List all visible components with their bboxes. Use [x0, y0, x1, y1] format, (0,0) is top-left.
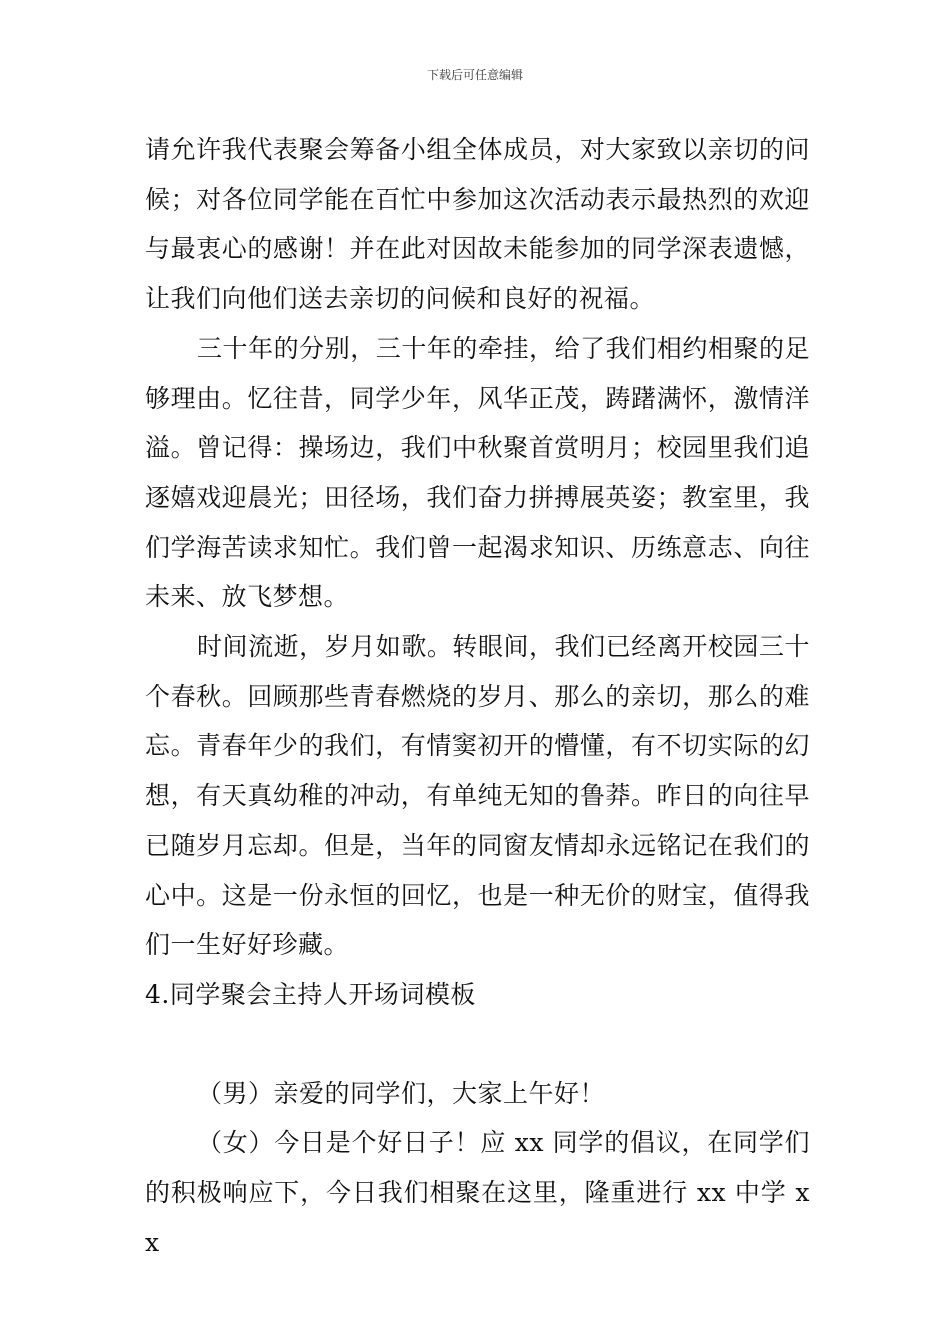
paragraph-4: （男）亲爱的同学们，大家上午好！ — [197, 1078, 606, 1108]
page-header: 下载后可任意编辑 — [426, 68, 523, 82]
section-heading: 4.同学聚会主持人开场词模板 — [145, 979, 476, 1009]
paragraph-5: （女）今日是个好日子！应 xx 同学的倡议，在同学们的积极响应下，今日我们相聚在这里，隆重进行 xx 中学 xx — [145, 1128, 810, 1257]
paragraph-3: 时间流逝，岁月如歌。转眼间，我们已经离开校园三十个春秋。回顾那些青春燃烧的岁月、那么的亲切，那么的难忘。青春年少的我们，有情窦初开的懵懂，有不切实际的幻想，有天真幼稚的冲动，有单纯无知的鲁莽。昨日的向往早已随岁月忘却。但是，当年的同窗友情却永远铭记在我们的心中。这是一份永恒的回忆，也是一种无价的财宝，值得我们一生好好珍藏。 — [145, 632, 810, 960]
document-body — [145, 125, 810, 1267]
blank-line — [145, 1020, 810, 1069]
paragraph-1: 请允许我代表聚会筹备小组全体成员，对大家致以亲切的问候；对各位同学能在百忙中参加这次活动表示最热烈的欢迎与最衷心的感谢！并在此对因故未能参加的同学深表遗憾，让我们向他们送去亲切的问候和良好的祝福。 — [145, 135, 810, 314]
paragraph-2: 三十年的分别，三十年的牵挂，给了我们相约相聚的足够理由。忆往昔，同学少年，风华正茂，踌躇满怀，激情洋溢。曾记得：操场边，我们中秋聚首赏明月；校园里我们追逐嬉戏迎晨光；田径场，我们奋力拼搏展英姿；教室里，我们学海苦读求知忙。我们曾一起渴求知识、历练意志、向往未来、放飞梦想。 — [145, 333, 810, 612]
